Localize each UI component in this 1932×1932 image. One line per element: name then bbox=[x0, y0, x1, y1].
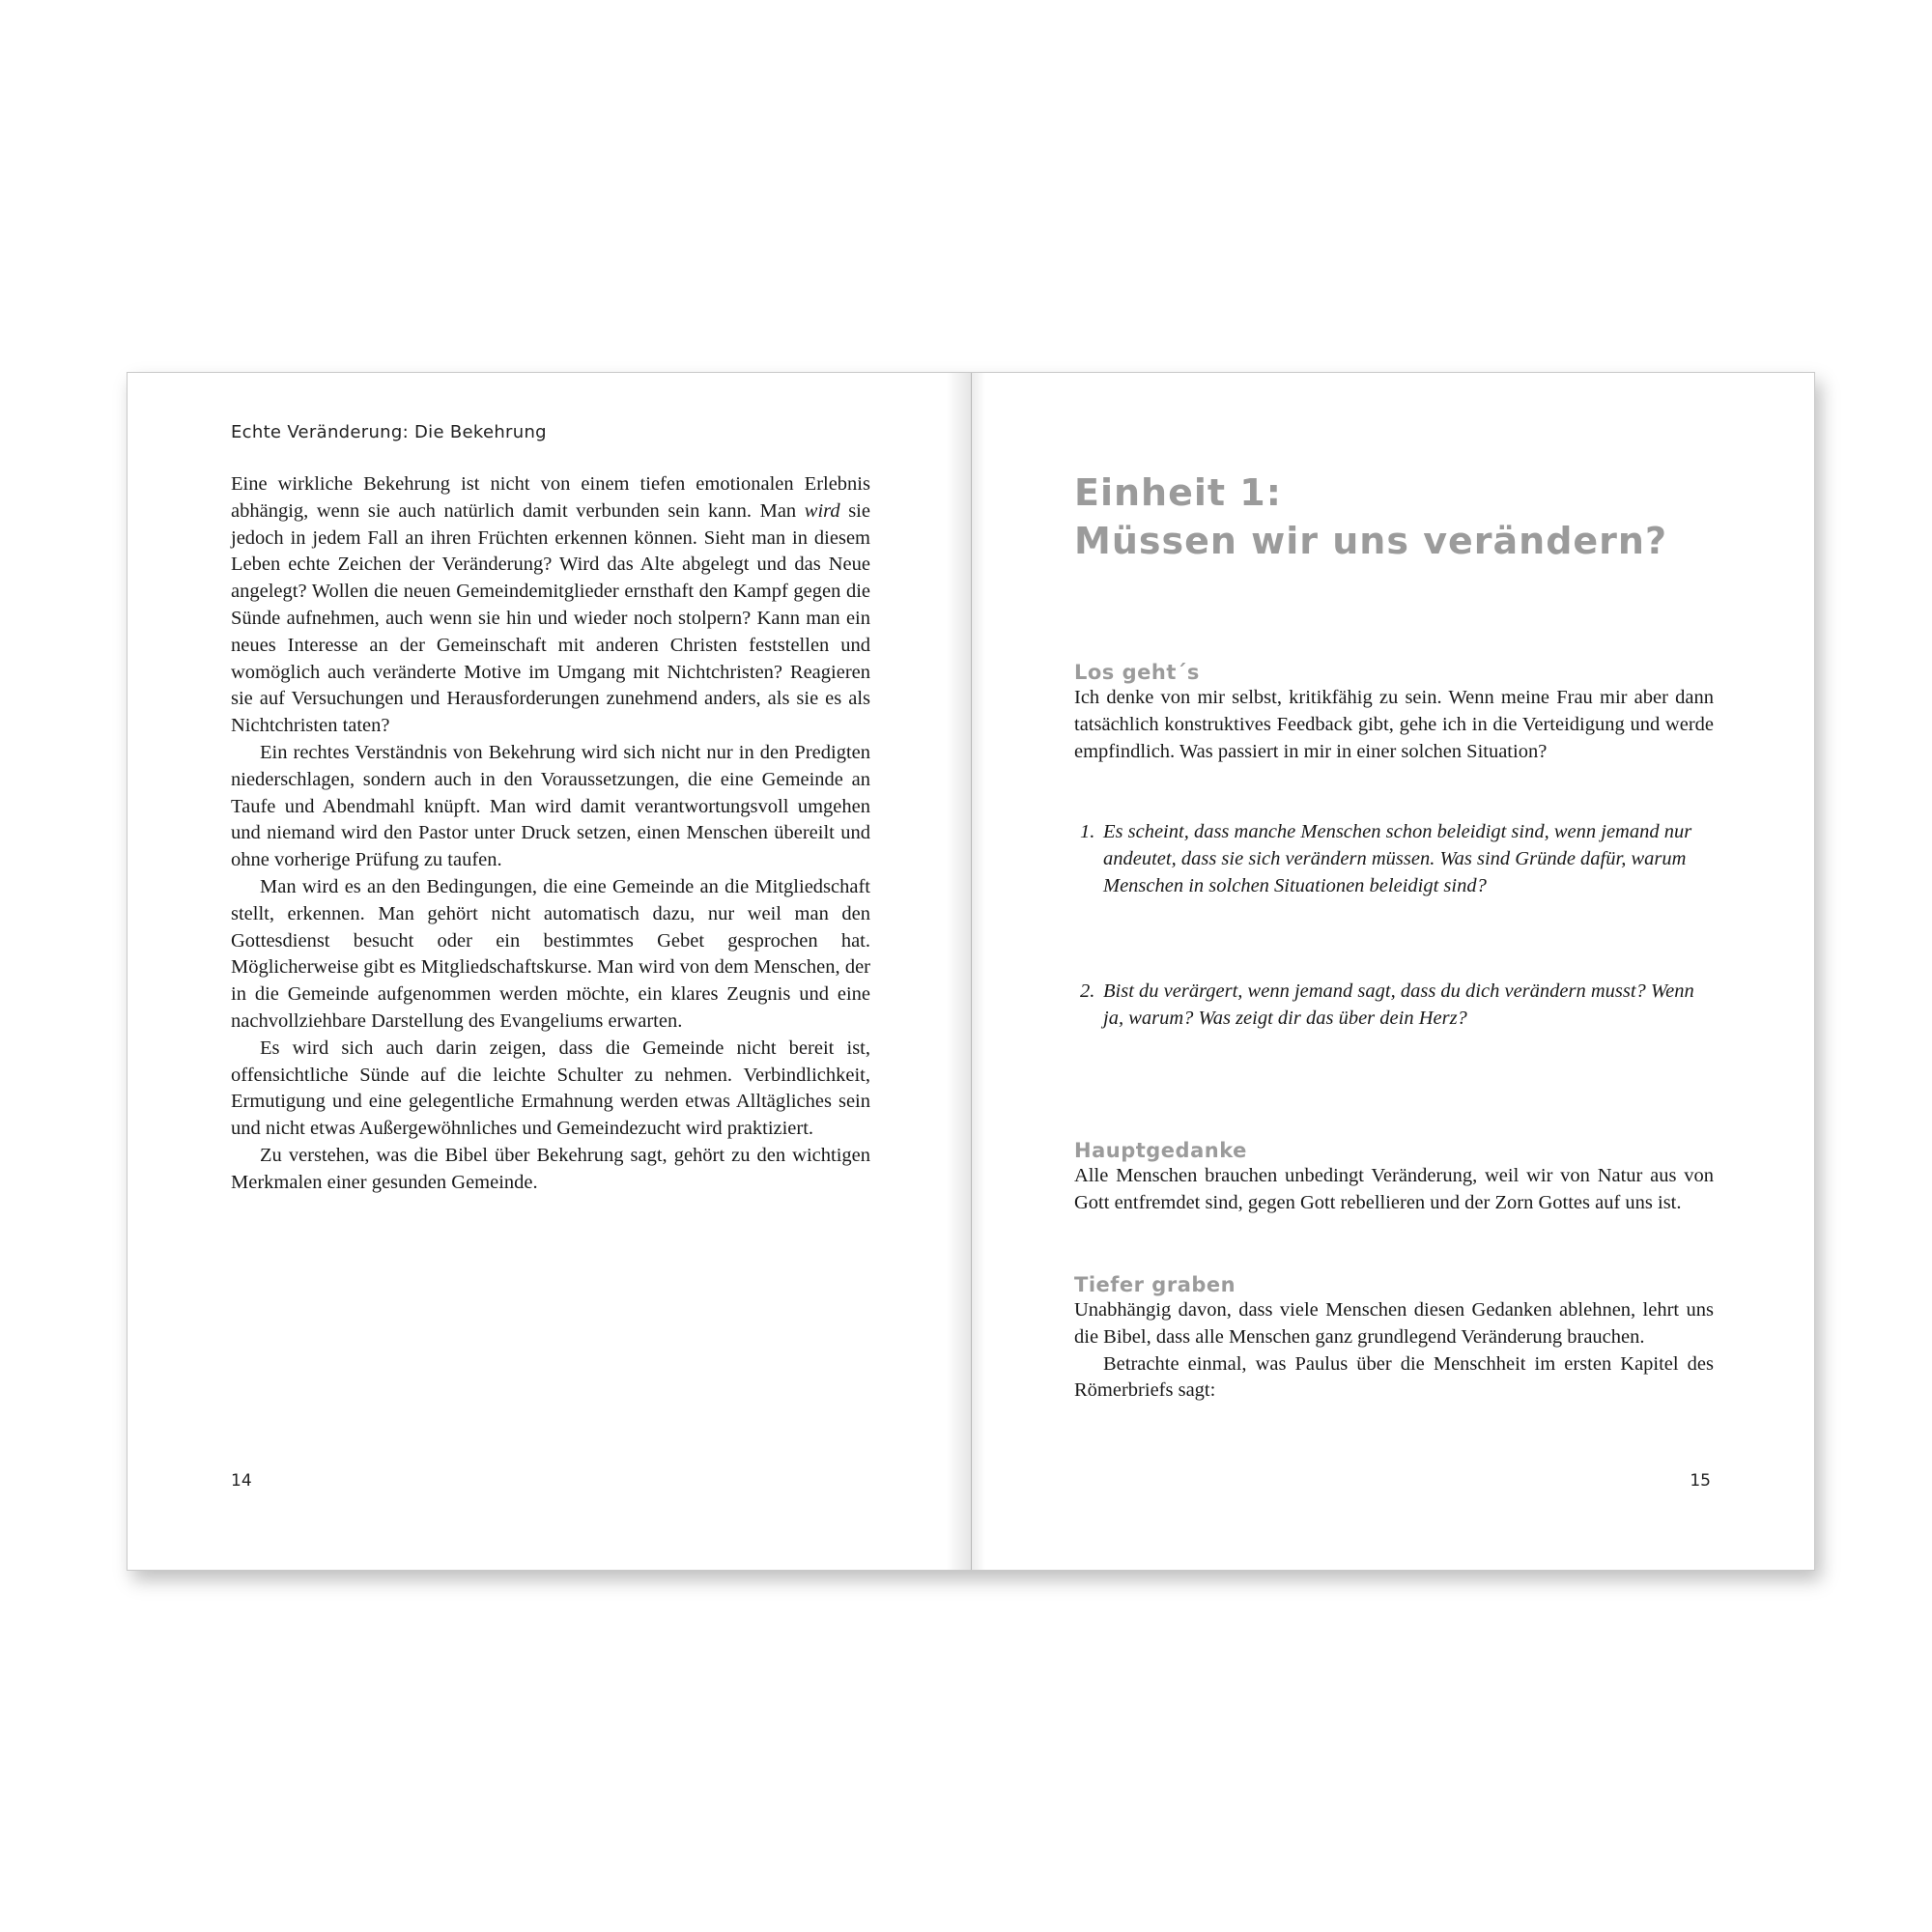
paragraph: Es wird sich auch darin zeigen, dass die Gemeinde nicht bereit ist, offensichtliche Sünde auf die leichte Schulter zu nehmen. Verbindlichkeit, Ermutigung und eine gelegentliche Ermahnung werden etwas Alltägliches sein und nicht etwas Außergewöhnliches und Gemeindezucht wird praktiziert. bbox=[231, 1037, 870, 1140]
section-los-gehts bbox=[1074, 660, 1714, 765]
paragraph: Zu verstehen, was die Bibel über Bekehrung sagt, gehört zu den wichtigen Merkmalen einer gesunden Gemeinde. bbox=[231, 1144, 870, 1193]
paragraph: Man wird es an den Bedingungen, die eine Gemeinde an die Mitgliedschaft stellt, erkennen. Man gehört nicht automatisch dazu, nur weil man den Gottesdienst besucht oder ein bestimmtes Gebet gesprochen hat. Möglicherweise gibt es Mitgliedschaftskurse. Man wird von dem Menschen, der in die Gemeinde aufgenommen werden möchte, ein klares Zeugnis und eine nachvollziehbare Darstellung des Evangeliums erwarten. bbox=[231, 875, 870, 1032]
page-number: 15 bbox=[1690, 1471, 1711, 1491]
book-spread bbox=[127, 372, 1815, 1571]
chapter-title-line: Einheit 1: bbox=[1074, 471, 1282, 514]
gutter-shadow bbox=[946, 373, 971, 1570]
paragraph: Ein rechtes Verständnis von Bekehrung wird sich nicht nur in den Predigten niederschlagen, sondern auch in den Voraussetzungen, die eine Gemeinde an Taufe und Abendmahl knüpft. Man wird damit verantwortungsvoll umgehen und niemand wird den Pastor unter Druck setzen, einen Menschen übereilt und ohne vorherige Prüfung zu taufen. bbox=[231, 741, 870, 871]
left-body-text bbox=[231, 471, 870, 1197]
section-heading: Tiefer graben bbox=[1074, 1273, 1236, 1296]
section-tiefer-graben bbox=[1074, 1272, 1714, 1405]
question-number: 2. bbox=[1080, 980, 1095, 1002]
question-item bbox=[1074, 819, 1714, 899]
section-hauptgedanke bbox=[1074, 1138, 1714, 1217]
page-number: 14 bbox=[231, 1471, 252, 1491]
paragraph: Ich denke von mir selbst, kritikfähig zu sein. Wenn meine Frau mir aber dann tatsächlich konstruktives Feedback gibt, gehe ich in die Verteidigung und werde empfindlich. Was passiert in mir in einer solchen Situation? bbox=[1074, 687, 1714, 762]
question-text: Es scheint, dass manche Menschen schon beleidigt sind, wenn jemand nur andeutet, dass sie sich verändern müssen. Was sind Gründe dafür, warum Menschen in solchen Situationen beleidigt sind? bbox=[1103, 821, 1692, 896]
right-page bbox=[971, 373, 1814, 1570]
chapter-title bbox=[1074, 469, 1750, 565]
question-item bbox=[1074, 979, 1714, 1033]
question-text: Bist du verärgert, wenn jemand sagt, dass du dich verändern musst? Wenn ja, warum? Was zeigt dir das über dein Herz? bbox=[1103, 980, 1694, 1029]
paragraph: Betrachte einmal, was Paulus über die Menschheit im ersten Kapitel des Römerbriefs sagt: bbox=[1074, 1352, 1714, 1402]
gutter-shadow bbox=[972, 373, 985, 1570]
paragraph: Eine wirkliche Bekehrung ist nicht von einem tiefen emotionalen Erlebnis abhängig, wenn sie auch natürlich damit verbunden sein kann. Man wird sie jedoch in jedem Fall an ihren Früchten erkennen können. Sieht man in diesem Leben echte Zeichen der Veränderung? Wird das Alte abgelegt und das Neue angelegt? Wollen die neuen Gemeindemitglieder ernsthaft den Kampf gegen die Sünde aufnehmen, auch wenn sie hin und wieder noch stolpern? Kann man ein neues Interesse an der Gemeinschaft mit anderen Christen feststellen und womöglich auch veränderte Motive im Umgang mit Nichtchristen? Reagieren sie auf Versuchungen und Herausforderungen zunehmend anders, als sie es als Nichtchristen taten? bbox=[231, 473, 870, 737]
chapter-title-line: Müssen wir uns verändern? bbox=[1074, 520, 1667, 562]
paragraph: Alle Menschen brauchen unbedingt Veränderung, weil wir von Natur aus von Gott entfremdet sind, gegen Gott rebellieren und der Zorn Gottes auf uns ist. bbox=[1074, 1165, 1714, 1213]
left-page bbox=[128, 373, 971, 1570]
paragraph: Unabhängig davon, dass viele Menschen diesen Gedanken ablehnen, lehrt uns die Bibel, dass alle Menschen ganz grundlegend Veränderung brauchen. bbox=[1074, 1299, 1714, 1348]
section-heading: Hauptgedanke bbox=[1074, 1139, 1247, 1162]
question-number: 1. bbox=[1080, 821, 1095, 842]
running-head: Echte Veränderung: Die Bekehrung bbox=[231, 422, 547, 442]
section-heading: Los geht´s bbox=[1074, 661, 1200, 684]
